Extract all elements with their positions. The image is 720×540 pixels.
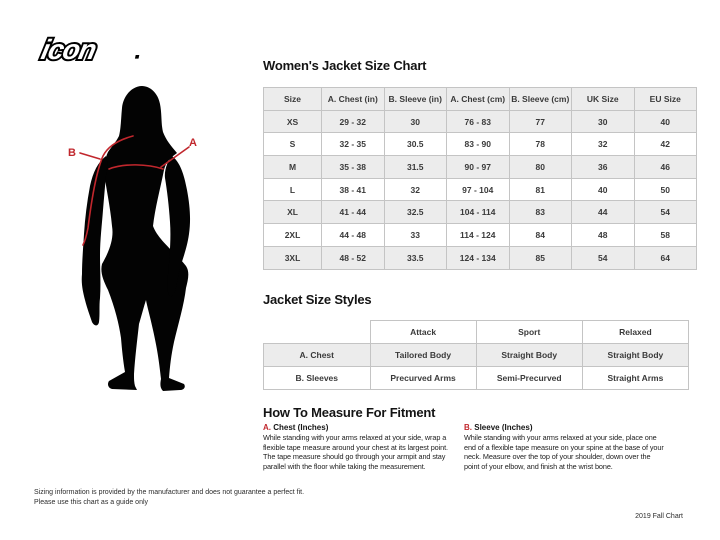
table-cell: 64 (634, 246, 697, 269)
table-cell: 30 (384, 110, 447, 133)
table-cell: 40 (572, 178, 635, 201)
row-label: S (264, 133, 322, 156)
table-cell: 32.5 (384, 201, 447, 224)
styles-table (263, 320, 689, 390)
row-label: L (264, 178, 322, 201)
table-cell: Straight Body (476, 344, 582, 367)
table-cell: 76 - 83 (447, 110, 510, 133)
header-row (264, 88, 697, 111)
table-cell: Straight Arms (582, 367, 688, 390)
row-label: XS (264, 110, 322, 133)
row-label: B. Sleeves (264, 367, 371, 390)
table-row (264, 344, 689, 367)
table-cell: 84 (509, 224, 572, 247)
fitment-sleeve-label: Sleeve (Inches) (474, 423, 533, 432)
column-header: Attack (370, 321, 476, 344)
table-row (264, 246, 697, 269)
fitment-title: How To Measure For Fitment (263, 405, 436, 420)
column-header: EU Size (634, 88, 697, 111)
fitment-sleeve-letter: B. (464, 423, 472, 432)
table-row (264, 110, 697, 133)
table-cell: 124 - 134 (447, 246, 510, 269)
table-row (264, 133, 697, 156)
row-label: M (264, 156, 322, 179)
disclaimer-line-2: Please use this chart as a guide only (34, 498, 149, 506)
column-header: A. Chest (cm) (447, 88, 510, 111)
row-label: 2XL (264, 224, 322, 247)
table-cell: 54 (634, 201, 697, 224)
fitment-chest-column (263, 423, 458, 471)
styles-title: Jacket Size Styles (263, 292, 372, 307)
table-cell: 40 (634, 110, 697, 133)
table-cell: 30.5 (384, 133, 447, 156)
measurement-figure (40, 80, 250, 405)
row-label: 3XL (264, 246, 322, 269)
column-header: B. Sleeve (cm) (509, 88, 572, 111)
table-cell: 33.5 (384, 246, 447, 269)
size-chart-table (263, 87, 697, 270)
column-header: B. Sleeve (in) (384, 88, 447, 111)
table-cell: 36 (572, 156, 635, 179)
table-cell: 90 - 97 (447, 156, 510, 179)
table-cell: 97 - 104 (447, 178, 510, 201)
table-cell: 83 - 90 (447, 133, 510, 156)
table-cell: 35 - 38 (322, 156, 385, 179)
header-row (264, 321, 689, 344)
column-header: Size (264, 88, 322, 111)
table-cell: 80 (509, 156, 572, 179)
table-cell: Semi-Precurved (476, 367, 582, 390)
table-row (264, 367, 689, 390)
table-cell: 54 (572, 246, 635, 269)
table-cell: 30 (572, 110, 635, 133)
brand-logo-text: icon (38, 33, 99, 65)
table-cell: 85 (509, 246, 572, 269)
fitment-sleeve-column (464, 423, 664, 471)
table-cell: 32 (384, 178, 447, 201)
table-cell: 114 - 124 (447, 224, 510, 247)
table-row (264, 156, 697, 179)
logo-registered-mark (135, 55, 139, 59)
fitment-chest-heading (263, 423, 458, 432)
table-cell: 42 (634, 133, 697, 156)
disclaimer-text (34, 488, 304, 507)
brand-logo (32, 30, 152, 70)
fitment-chest-body: While standing with your arms relaxed at your side, wrap a flexible tape measure around your chest at its largest point. The tape measure should go through your armpit and stay parallel with the floor while taking the measurement. (263, 433, 448, 471)
table-cell: 44 - 48 (322, 224, 385, 247)
table-cell: 31.5 (384, 156, 447, 179)
table-cell: 46 (634, 156, 697, 179)
table-cell: 44 (572, 201, 635, 224)
disclaimer-line-1: Sizing information is provided by the manufacturer and does not guarantee a perfect fit. (34, 489, 305, 496)
table-cell: 32 - 35 (322, 133, 385, 156)
table-cell: 78 (509, 133, 572, 156)
table-cell: 32 (572, 133, 635, 156)
label-b: B (68, 147, 76, 159)
column-header: Sport (476, 321, 582, 344)
fitment-chest-label: Chest (Inches) (273, 423, 329, 432)
table-cell: 38 - 41 (322, 178, 385, 201)
table-cell: 48 (572, 224, 635, 247)
table-cell: 77 (509, 110, 572, 133)
column-header: UK Size (572, 88, 635, 111)
column-header (264, 321, 371, 344)
column-header: Relaxed (582, 321, 688, 344)
size-chart-title: Women's Jacket Size Chart (263, 58, 427, 73)
table-cell: 41 - 44 (322, 201, 385, 224)
row-label: A. Chest (264, 344, 371, 367)
sleeve-callout-line (80, 153, 100, 159)
table-cell: 29 - 32 (322, 110, 385, 133)
column-header: A. Chest (in) (322, 88, 385, 111)
table-row (264, 201, 697, 224)
table-cell: 50 (634, 178, 697, 201)
table-cell: Precurved Arms (370, 367, 476, 390)
table-cell: 48 - 52 (322, 246, 385, 269)
fitment-sleeve-heading (464, 423, 664, 432)
table-row (264, 178, 697, 201)
table-row (264, 224, 697, 247)
table-cell: 83 (509, 201, 572, 224)
table-cell: 33 (384, 224, 447, 247)
fitment-chest-letter: A. (263, 423, 271, 432)
table-cell: Straight Body (582, 344, 688, 367)
table-cell: Tailored Body (370, 344, 476, 367)
fitment-sleeve-body: While standing with your arms relaxed at your side, place one end of a flexible tape measure on your spine at the base of your neck. Measure over the top of your shoulder, down over the point of your elbow, and finish at the wrist bone. (464, 433, 664, 471)
table-cell: 58 (634, 224, 697, 247)
label-a: A (189, 137, 197, 149)
edition-label: 2019 Fall Chart (635, 513, 683, 520)
row-label: XL (264, 201, 322, 224)
fitment-section (263, 423, 703, 471)
table-cell: 104 - 114 (447, 201, 510, 224)
table-cell: 81 (509, 178, 572, 201)
